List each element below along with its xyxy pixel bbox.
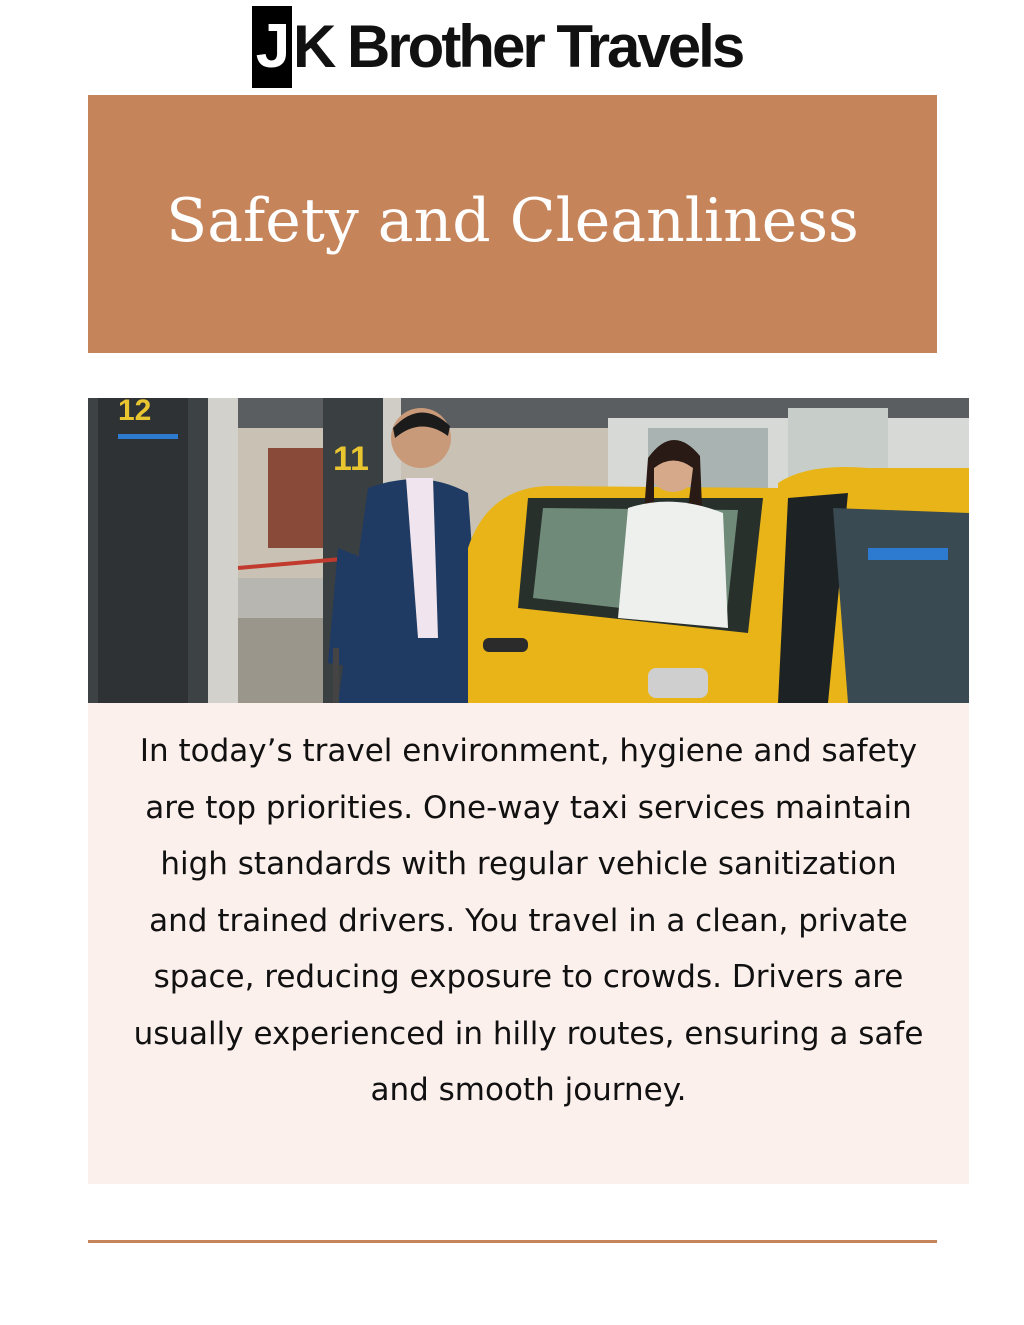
title-banner — [88, 95, 937, 353]
gate-sign-11: 11 — [333, 440, 369, 478]
gate-sign-12: 12 — [118, 398, 152, 427]
body-panel — [88, 703, 969, 1184]
taxi-photo — [88, 398, 969, 703]
page-title: Safety and Cleanliness — [166, 186, 859, 256]
body-paragraph: In today’s travel environment, hygiene and safety are top priorities. One-way taxi services maintain high standards with regular vehicle sanitization and trained drivers. You travel in a clean, private space, reducing exposure to crowds. Drivers are usually experienced in hilly routes, ensuring a safe and smooth journey. — [133, 733, 924, 1108]
logo-mark: J — [252, 6, 292, 88]
logo-text: K Brother Travels — [293, 13, 743, 80]
divider-line — [88, 1240, 937, 1243]
brand-logo — [252, 6, 742, 88]
